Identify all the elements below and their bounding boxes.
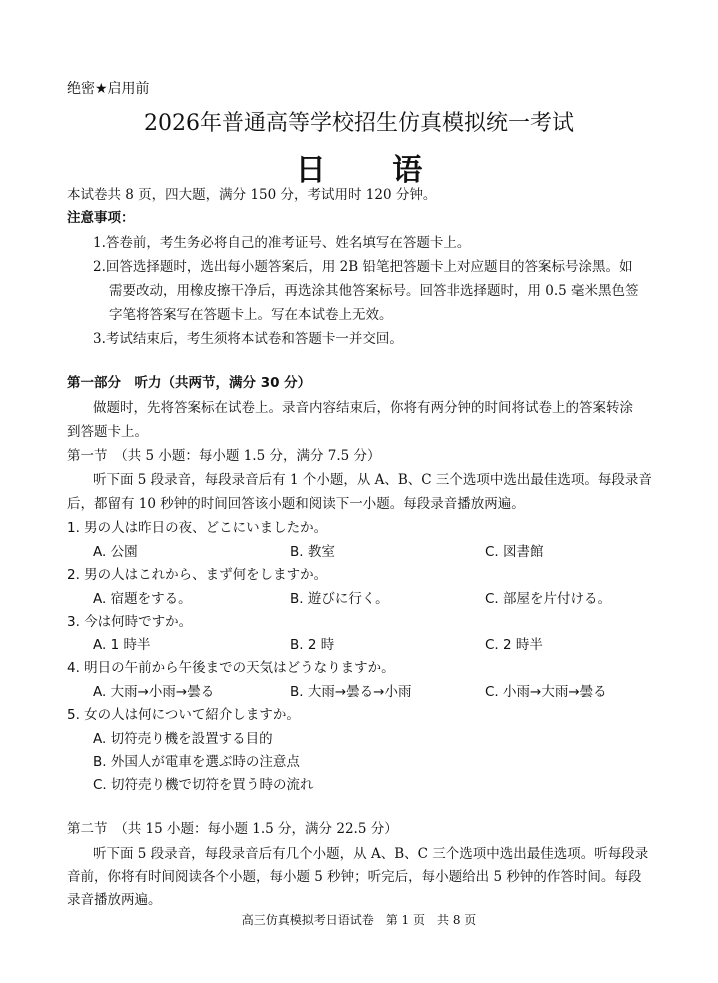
option-c: C. 切符売り機で切符を買う時の流れ: [93, 777, 314, 793]
page-footer: 高三仿真模拟考日语试卷 第 1 页 共 8 页: [241, 913, 477, 927]
option-b: B. 大雨→曇る→小雨: [290, 684, 412, 700]
option-c: C. 図書館: [485, 544, 544, 560]
exam-title: 2026年普通高等学校招生仿真模拟统一考试: [144, 111, 574, 136]
option-a: A. 1 時半: [93, 637, 151, 653]
option-a: A. 大雨→小雨→曇る: [93, 684, 215, 700]
subject-title: 日 语: [295, 153, 451, 188]
section1-heading: 第一节 （共 5 小题：每小题 1.5 分，满分 7.5 分）: [67, 448, 381, 464]
notice-heading: 注意事项：: [67, 210, 135, 226]
confidential-label: 绝密★启用前: [67, 81, 150, 97]
notice-item-1: 1.答卷前，考生务必将自己的准考证号、姓名填写在答题卡上。: [93, 235, 471, 251]
option-a: A. 切符売り機を設置する目的: [93, 731, 273, 747]
question-3: 3. 今は何時ですか。: [67, 614, 193, 630]
notice-item-2-cont: 需要改动，用橡皮擦干净后，再选涂其他答案标号。回答非选择题时，用 0.5 毫米黑色签: [109, 283, 639, 299]
notice-item-3: 3.考试结束后，考生须将本试卷和答题卡一并交回。: [93, 331, 403, 347]
section1-instruction: 听下面 5 段录音，每段录音后有 1 个小题，从 A、B、C 三个选项中选出最佳选项。每段录音: [93, 472, 652, 488]
notice-item-2: 2.回答选择题时，选出每小题答案后，用 2B 铅笔把答题卡上对应题目的答案标号涂黑。如: [93, 259, 633, 275]
option-a: A. 公園: [93, 544, 138, 560]
option-b: B. 教室: [290, 544, 335, 560]
option-b: B. 2 時: [290, 637, 335, 653]
notice-item-2-cont: 字笔将答案写在答题卡上。写在本试卷上无效。: [109, 307, 393, 323]
exam-intro: 本试卷共 8 页，四大题，满分 150 分，考试用时 120 分钟。: [67, 187, 437, 203]
question-4: 4. 明日の午前から午後までの天気はどうなりますか。: [67, 660, 395, 676]
part1-instruction: 做题时，先将答案标在试卷上。录音内容结束后，你将有两分钟的时间将试卷上的答案转涂: [93, 400, 633, 416]
question-5: 5. 女の人は何について紹介しますか。: [67, 707, 300, 723]
part1-heading: 第一部分 听力（共两节，满分 30 分）: [67, 375, 312, 391]
option-b: B. 外国人が電車を選ぶ時の注意点: [93, 754, 300, 770]
option-a: A. 宿題をする。: [93, 591, 192, 607]
section2-instruction: 录音播放两遍。: [67, 892, 162, 908]
question-2: 2. 男の人はこれから、まず何をしますか。: [67, 567, 328, 583]
section2-instruction: 听下面 5 段录音，每段录音后有几个小题，从 A、B、C 三个选项中选出最佳选项。听每段录: [93, 846, 649, 862]
question-1: 1. 男の人は昨日の夜、どこにいましたか。: [67, 520, 328, 536]
option-b: B. 遊びに行く。: [290, 591, 389, 607]
section2-heading: 第二节 （共 15 小题：每小题 1.5 分，满分 22.5 分）: [67, 821, 398, 837]
option-c: C. 小雨→大雨→曇る: [485, 684, 607, 700]
option-c: C. 部屋を片付ける。: [485, 591, 612, 607]
section2-instruction: 音前，你将有时间阅读各个小题，每小题 5 秒钟；听完后，每小题给出 5 秒钟的作答时间。每段: [67, 869, 642, 885]
part1-instruction: 到答题卡上。: [67, 424, 148, 440]
option-c: C. 2 時半: [485, 637, 543, 653]
section1-instruction: 后，都留有 10 秒钟的时间回答该小题和阅读下一小题。每段录音播放两遍。: [67, 496, 525, 512]
